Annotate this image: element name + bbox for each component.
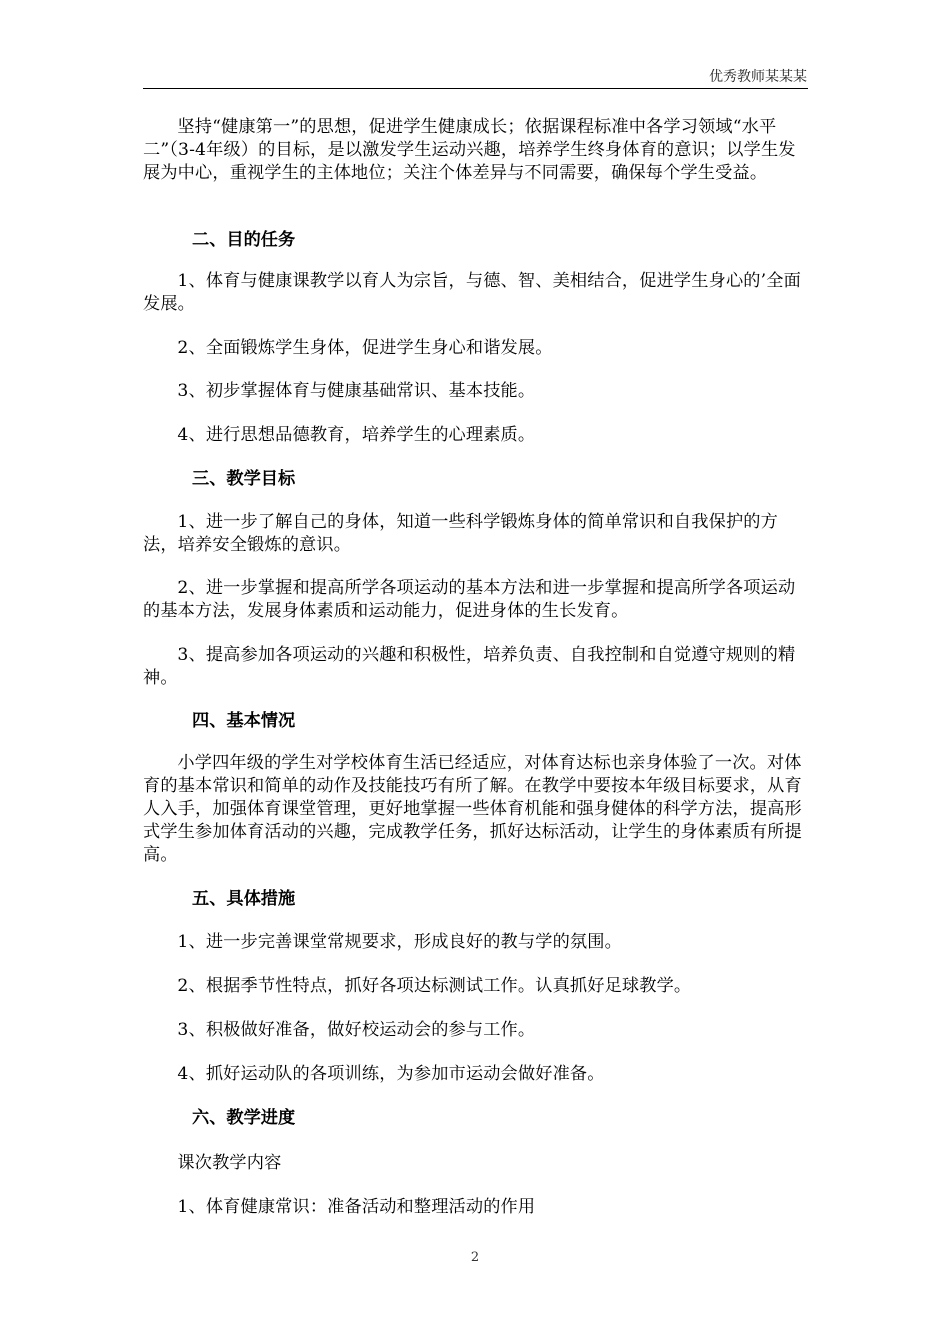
objective-item-3: 3、初步掌握体育与健康基础常识、基本技能。 (177, 381, 536, 401)
measure-item-1: 1、进一步完善课堂常规要求，形成良好的教与学的氛围。 (177, 932, 622, 952)
section-heading-objectives: 二、目的任务 (192, 230, 296, 250)
objective-item-1: 1、体育与健康课教学以育人为宗旨，与德、智、美相结合，促进学生身心的’全面发展。 (143, 271, 801, 314)
section-heading-teaching-goals: 三、教学目标 (192, 469, 296, 489)
section-heading-measures: 五、具体措施 (192, 889, 296, 909)
page-number: 2 (470, 1250, 480, 1265)
basic-situation-paragraph: 小学四年级的学生对学校体育生活已经适应，对体育达标也亲身体验了一次。对体育的基本常识和简单的动作及技能技巧有所了解。在教学中要按本年级目标要求，从育人入手，加强体育课堂管理，更好地掌握一些体育机能和强身健体的科学方法，提高形式学生参加体育活动的兴趣，完成教学任务，抓好达标活动，让学生的身体素质有所提高。 (143, 753, 802, 865)
schedule-table-caption: 课次教学内容 (177, 1153, 282, 1173)
page-header-author: 优秀教师某某某 (709, 69, 807, 85)
section-heading-schedule: 六、教学进度 (192, 1108, 296, 1128)
teaching-goal-3: 3、提高参加各项运动的兴趣和积极性，培养负责、自我控制和自觉遵守规则的精神。 (143, 645, 796, 688)
intro-paragraph: 坚持“健康第一”的思想，促进学生健康成长；依据课程标准中各学习领域“水平二”（3-4年级）的目标，是以激发学生运动兴趣，培养学生终身体育的意识；以学生发展为中心，重视学生的主体地位；关注个体差异与不同需要，确保每个学生受益。 (143, 117, 796, 183)
measure-item-2: 2、根据季节性特点，抓好各项达标测试工作。认真抓好足球教学。 (177, 976, 692, 996)
teaching-goal-1: 1、进一步了解自己的身体，知道一些科学锻炼身体的简单常识和自我保护的方法，培养安全锻炼的意识。 (143, 512, 778, 555)
header-divider (143, 88, 808, 89)
measure-item-3: 3、积极做好准备，做好校运动会的参与工作。 (177, 1020, 536, 1040)
teaching-goal-2: 2、进一步掌握和提高所学各项运动的基本方法和进一步掌握和提高所学各项运动的基本方法，发展身体素质和运动能力，促进身体的生长发育。 (143, 578, 796, 621)
objective-item-4: 4、进行思想品德教育，培养学生的心理素质。 (177, 425, 536, 445)
measure-item-4: 4、抓好运动队的各项训练，为参加市运动会做好准备。 (177, 1064, 605, 1084)
schedule-item-1: 1、体育健康常识：准备活动和整理活动的作用 (177, 1197, 536, 1217)
objective-item-2: 2、全面锻炼学生身体，促进学生身心和谐发展。 (177, 338, 553, 358)
section-heading-basic-situation: 四、基本情况 (192, 711, 296, 731)
